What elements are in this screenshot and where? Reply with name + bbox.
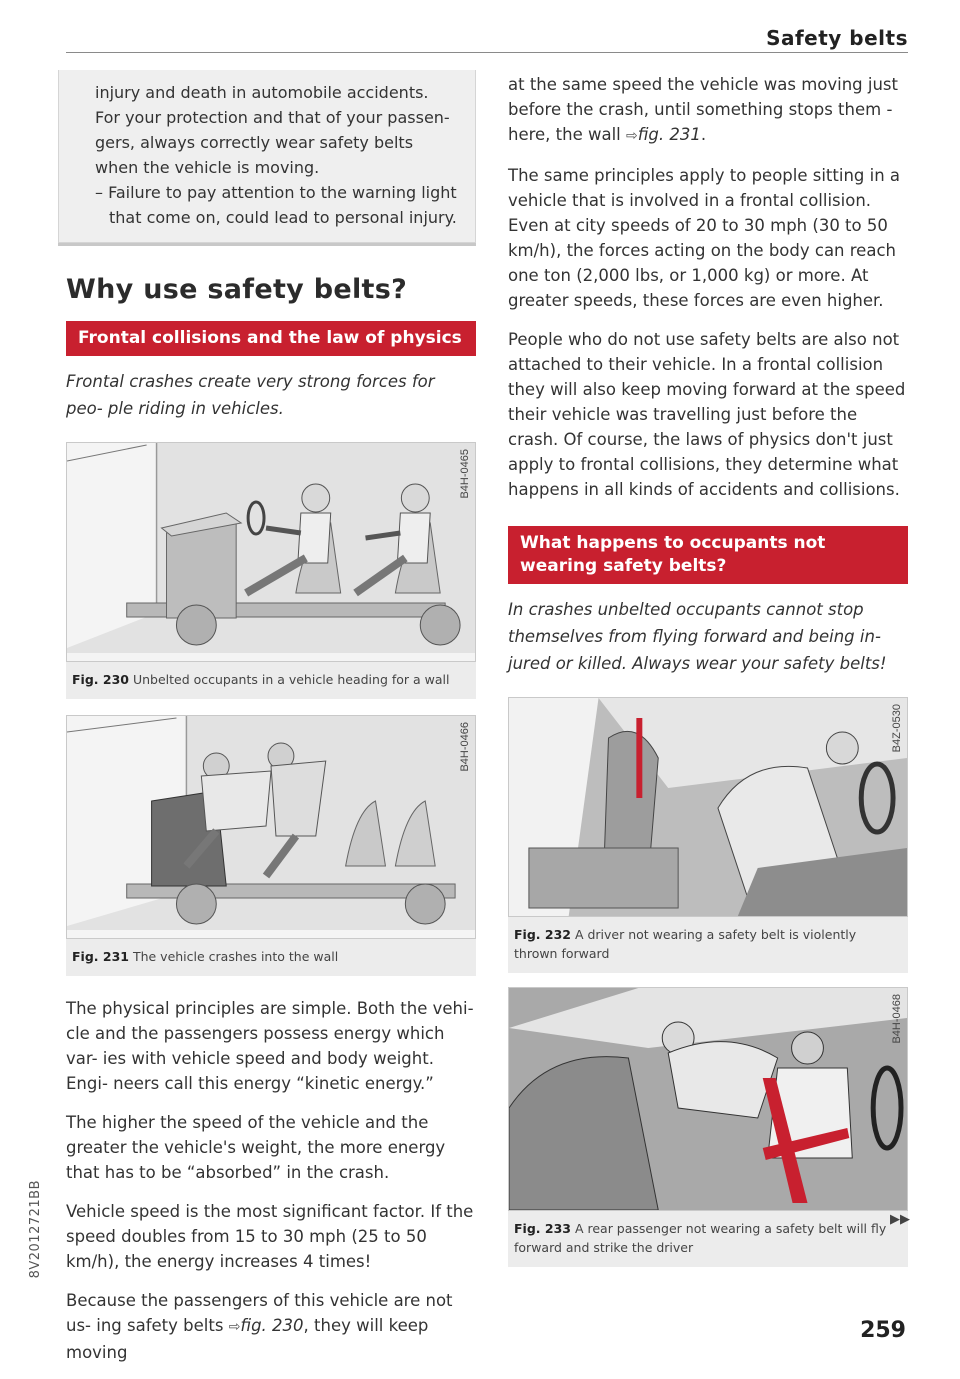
figure-233-caption [508,1211,908,1267]
figure-233 [508,987,908,1267]
figure-231 [66,715,476,976]
section-title: Why use safety belts? [66,274,408,305]
paragraph-text: Because the passengers of this vehicle are not us- ing safety belts [66,1291,453,1335]
figure-code: B4H-0468 [891,994,903,1044]
driver-thrown-forward-illustration [509,698,907,916]
subsection-heading-frontal: Frontal collisions and the law of physics [66,321,476,356]
figure-232-caption [508,917,908,973]
figure-caption-text: A rear passenger not wearing a safety belt will fly forward and strike the driver [514,1221,887,1255]
figure-231-illustration [66,715,476,939]
paragraph [66,1288,476,1365]
figure-230 [66,442,476,699]
figure-label: Fig. 233 [514,1221,571,1236]
figure-232-illustration [508,697,908,917]
figure-label: Fig. 231 [72,949,129,964]
warning-dash-item: – Failure to pay attention to the warning light that come on, could lead to personal injury. [95,183,457,227]
figure-code: B4H-0465 [459,449,471,499]
paragraph-text: at the same speed the vehicle was moving just before the crash, until something stops them - here, the wall [508,75,898,144]
paragraph: Vehicle speed is the most significant factor. If the speed doubles from 15 to 30 mph (25 to 50 km/h), the energy increases 4 times! [66,1202,474,1271]
figure-caption-text: The vehicle crashes into the wall [132,949,339,964]
paragraph-text: . [700,125,707,144]
paragraph: People who do not use safety belts are also not attached to their vehicle. In a frontal collision they will also keep moving forward at the speed their vehicle was travelling just before the crash. Of course, the laws of physics don't just apply to frontal collisions, they determine what happens in all kinds of accidents and collisions. [508,330,906,499]
figure-code: B4Z-0530 [891,704,903,753]
figure-caption-text: Unbelted occupants in a vehicle heading for a wall [132,672,450,687]
right-column [508,72,908,1267]
rear-passenger-strikes-driver-illustration [509,988,907,1210]
paragraph: The higher the speed of the vehicle and the greater the vehicle's weight, the more energy that has to be “absorbed” in the crash. [66,1113,446,1182]
left-column [66,70,476,1379]
warning-box-continued [58,70,476,243]
paragraph: The physical principles are simple. Both the vehi- cle and the passengers possess energy which var- ies with vehicle speed and body weight. Engi- neers call this energy “kinetic energy.” [66,999,474,1093]
figure-231-caption [66,939,476,976]
figure-label: Fig. 230 [72,672,129,687]
warning-line: injury and death in automobile accidents. [95,83,429,102]
page-header-title: Safety belts [766,26,908,50]
figure-code: B4H-0466 [459,722,471,772]
figure-232 [508,697,908,973]
header-rule [66,52,908,53]
unbelted-occupants-illustration [67,443,475,661]
cross-reference-arrow-icon: ⇨ [228,1319,241,1335]
subsection-intro-frontal: Frontal crashes create very strong forces for peo- ple riding in vehicles. [66,372,435,418]
warning-line: when the vehicle is moving. [95,158,320,177]
warning-line: gers, always correctly wear safety belts [95,133,414,152]
warning-line: For your protection and that of your passen- [95,108,450,127]
figure-230-illustration [66,442,476,662]
paragraph [508,72,908,149]
paragraph: The same principles apply to people sitting in a vehicle that is involved in a frontal collision. Even at city speeds of 20 to 30 mph (30 to 50 km/h), the forces acting on the body can reach one ton (2,000 lbs, or 1,000 kg) or more. At greater speeds, these forces are even higher. [508,166,901,310]
paragraph-text: , they will keep moving [66,1316,429,1362]
page-number: 259 [860,1318,906,1343]
warning-box-bottom-rule [58,243,476,246]
subsection-heading-unbelted: What happens to occupants not wearing safety belts? [508,526,908,584]
figure-label: Fig. 232 [514,927,571,942]
figure-233-illustration [508,987,908,1211]
continue-arrow-icon: ▶▶ [890,1212,910,1227]
figure-230-caption [66,662,476,699]
cross-reference-arrow-icon: ⇨ [626,128,638,144]
document-code: 8V2012721BB [28,1180,43,1279]
vehicle-crash-illustration [67,716,475,938]
figure-caption-text: A driver not wearing a safety belt is violently thrown forward [514,927,857,961]
figure-reference-link[interactable]: fig. 230 [240,1316,304,1335]
subsection-intro-unbelted: In crashes unbelted occupants cannot stop themselves from flying forward and being in- jured or killed. Always wear your safety belts! [508,600,887,673]
figure-reference-link[interactable]: fig. 231 [637,125,701,144]
